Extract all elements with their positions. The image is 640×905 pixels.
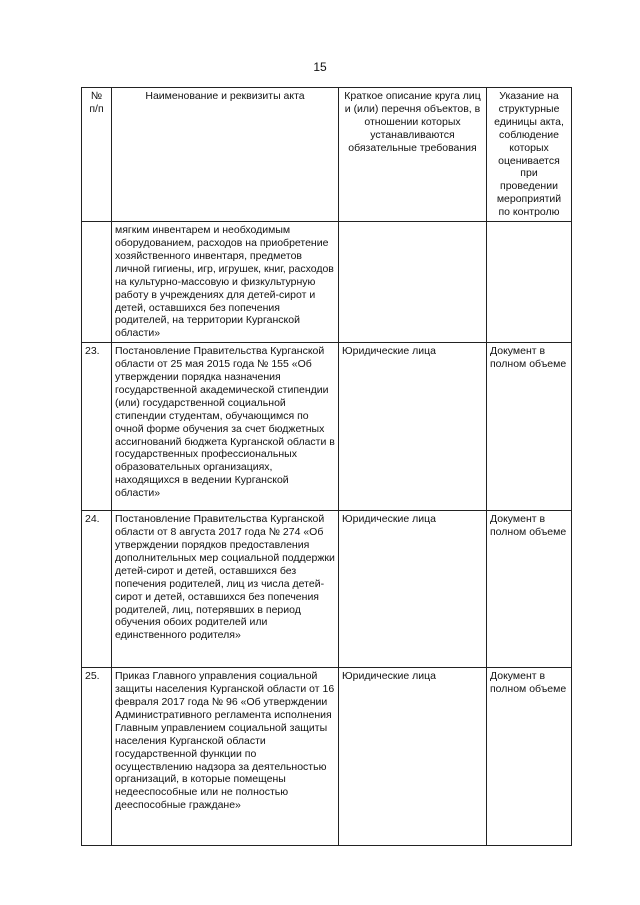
header-description: Краткое описание круга лиц и (или) перечня объектов, в отношении которых устанавливаются обязательные требования	[339, 88, 487, 222]
table-header-row	[82, 88, 572, 222]
row-description	[339, 222, 487, 343]
row-structural-units: Документ в полном объеме	[487, 511, 572, 668]
row-description: Юридические лица	[339, 511, 487, 668]
header-structural-units: Указание на структурные единицы акта, соблюдение которых оценивается при проведении мероприятий по контролю	[487, 88, 572, 222]
row-num: 25.	[82, 668, 112, 846]
row-num: 24.	[82, 511, 112, 668]
table-row	[82, 222, 572, 343]
row-num: 23.	[82, 343, 112, 511]
row-act-name: мягким инвентарем и необходимым оборудованием, расходов на приобретение хозяйственного инвентаря, предметов личной гигиены, игр, игрушек, книг, расходов на культурно-массовую и физкультурную работу в учреждениях для детей-сирот и детей, оставшихся без попечения родителей, на территории Курганской области»	[112, 222, 339, 343]
row-description: Юридические лица	[339, 343, 487, 511]
table-row	[82, 343, 572, 511]
header-act-name: Наименование и реквизиты акта	[112, 88, 339, 222]
table-row	[82, 668, 572, 846]
row-act-name: Постановление Правительства Курганской области от 8 августа 2017 года № 274 «Об утверждении порядков предоставления дополнительных мер социальной поддержки детей-сирот и детей, оставшихся без попечения родителей, лиц из числа детей-сирот и детей, оставшихся без попечения родителей, лиц, потерявших в период обучения обоих родителей или единственного родителя»	[112, 511, 339, 668]
page-number: 15	[313, 60, 327, 74]
table-row	[82, 511, 572, 668]
row-num	[82, 222, 112, 343]
row-structural-units: Документ в полном объеме	[487, 343, 572, 511]
row-structural-units: Документ в полном объеме	[487, 668, 572, 846]
row-act-name: Постановление Правительства Курганской области от 25 мая 2015 года № 155 «Об утверждении порядка назначения государственной академической стипендии (или) государственной социальной стипендии студентам, обучающимся по очной форме обучения за счет бюджетных ассигнований бюджета Курганской области в государственных профессиональных образовательных организациях, находящихся в ведении Курганской области»	[112, 343, 339, 511]
regulatory-acts-table	[81, 87, 572, 846]
row-description: Юридические лица	[339, 668, 487, 846]
header-num: № п/п	[82, 88, 112, 222]
row-act-name: Приказ Главного управления социальной защиты населения Курганской области от 16 февраля 2017 года № 96 «Об утверждении Административного регламента исполнения Главным управлением социальной защиты населения Курганской области государственной функции по осуществлению надзора за деятельностью организаций, в которые помещены недееспособные или не полностью дееспособные граждане»	[112, 668, 339, 846]
row-structural-units	[487, 222, 572, 343]
